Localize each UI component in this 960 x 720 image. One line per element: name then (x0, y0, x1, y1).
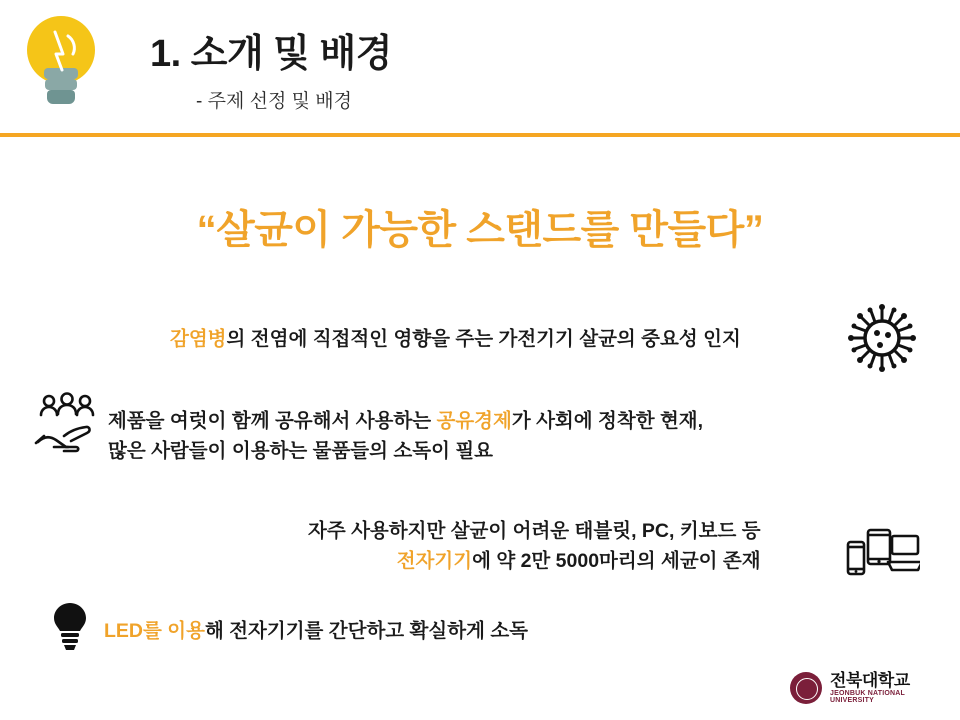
university-name-kr: 전북대학교 (830, 670, 910, 690)
header-divider (0, 133, 960, 137)
virus-icon (846, 302, 918, 374)
people-sharing-icon (34, 392, 102, 458)
body-line-2 (108, 406, 703, 466)
university-name-en: JEONBUK NATIONAL UNIVERSITY (830, 689, 905, 704)
body-line-4-text: 해 전자기기를 간단하고 확실하게 소독 (204, 620, 529, 642)
body-line-2-post: 가 사회에 정착한 현재, (511, 410, 704, 432)
body-line-2-row2: 많은 사람들이 이용하는 물품들의 소독이 필요 (108, 440, 493, 463)
page-title: 1. 소개 및 배경 (150, 33, 392, 75)
body-line-2-highlight: 공유경제 (436, 410, 512, 432)
slide-header (0, 0, 960, 135)
main-quote: “살균이 가능한 스탠드를 만들다” (196, 208, 764, 252)
body-line-3-post: 에 약 2만 5000마리의 세균이 존재 (472, 550, 761, 573)
led-bulb-icon (48, 600, 92, 652)
body-line-2-pre: 제품을 여럿이 함께 공유해서 사용하는 (108, 410, 437, 432)
body-line-4 (104, 616, 528, 646)
body-line-3-highlight: 전자기기 (396, 550, 473, 573)
university-logo (790, 668, 940, 708)
university-seal-icon (790, 672, 822, 704)
page-subtitle: - 주제 선정 및 배경 (196, 91, 352, 112)
body-line-4-highlight: LED를 이용 (104, 620, 205, 642)
university-name (830, 672, 940, 705)
body-line-3-row1: 자주 사용하지만 살균이 어려운 태블릿, PC, 키보드 등 (308, 520, 761, 542)
body-line-1-text: 의 전염에 직접적인 영향을 주는 가전기기 살균의 중요성 인지 (226, 328, 741, 350)
lightbulb-icon (22, 10, 100, 120)
body-line-1 (170, 324, 741, 354)
body-line-1-highlight: 감염병 (170, 328, 227, 350)
body-line-3 (308, 516, 761, 576)
devices-icon (846, 526, 920, 582)
